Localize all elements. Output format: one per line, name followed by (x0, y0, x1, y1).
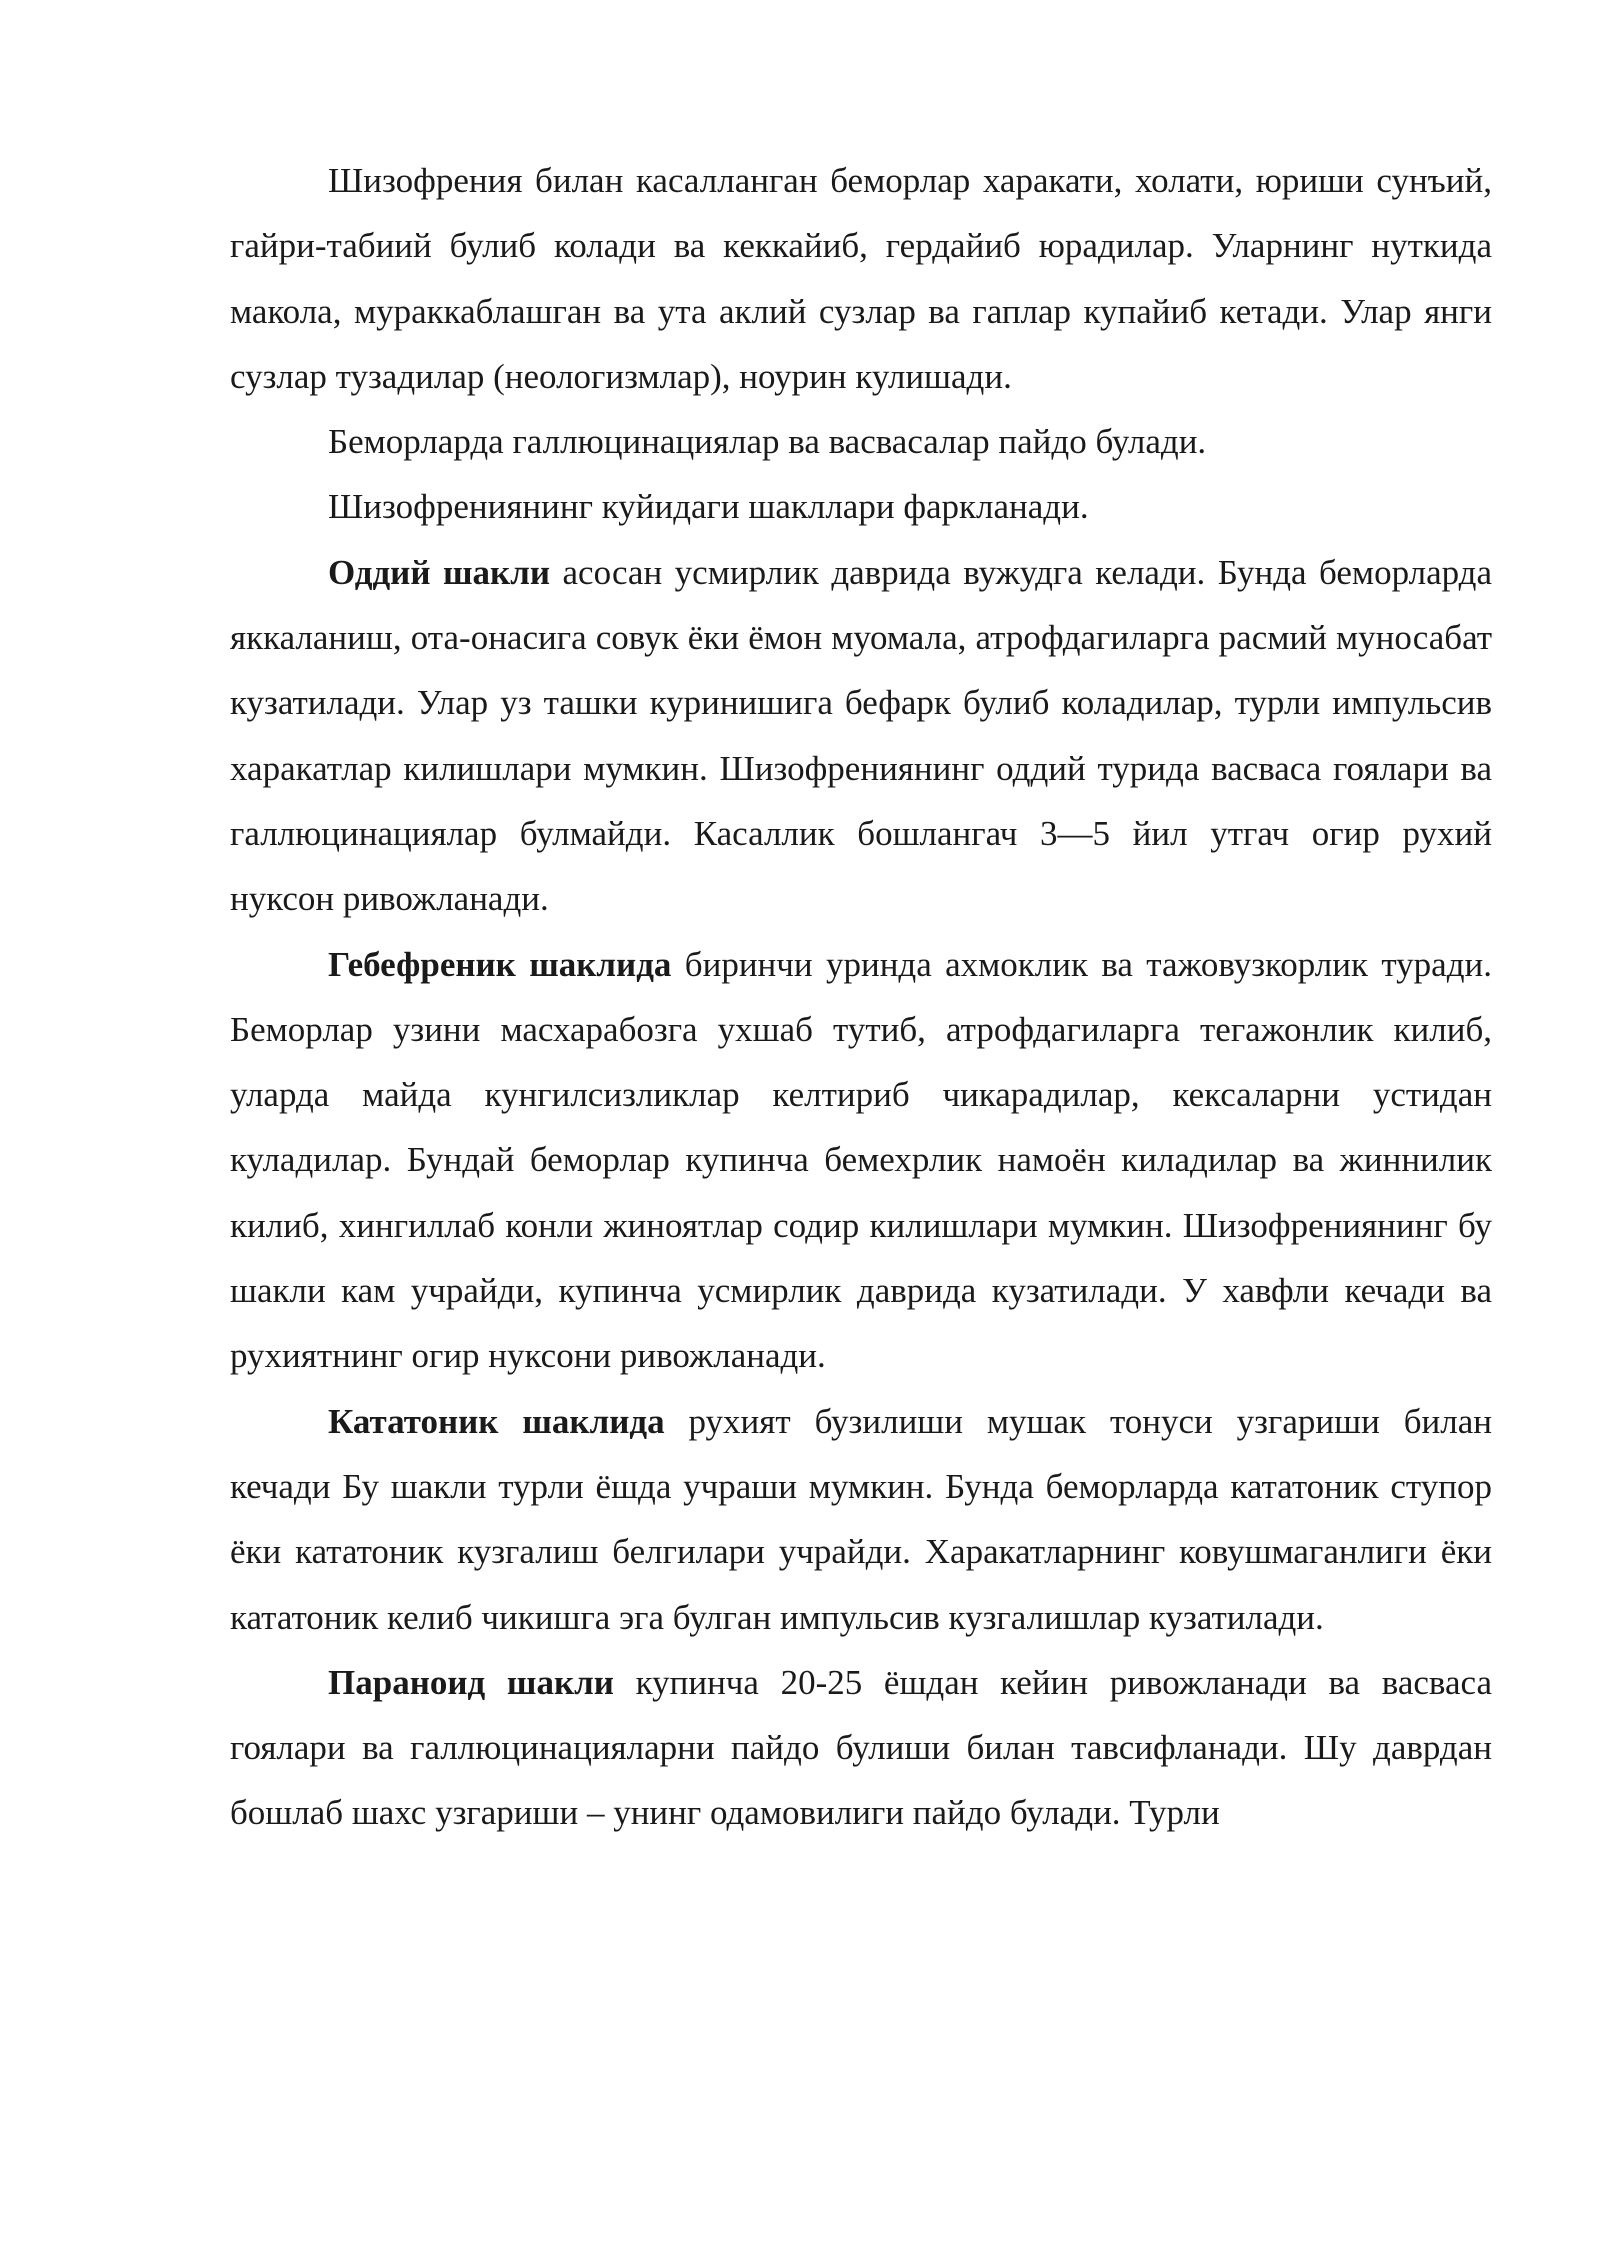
paranoid-form-heading: Параноид шакли (328, 1662, 614, 1702)
hebephrenic-form-text: биринчи уринда ахмоклик ва тажовузкорлик туради. Беморлар узини масхарабозга ухшаб тутиб, атрофдагиларга тегажонлик килиб, уларда майда кунгилсизликлар келтириб чикарадилар, кексаларни устидан куладилар. Бундай беморлар купинча бемехрлик намоён киладилар ва жиннилик килиб, хингиллаб конли жиноятлар содир килишлари мумкин. Шизофрениянинг бу шакли кам учрайди, купинча усмирлик даврида кузатилади. У хавфли кечади ва рухиятнинг огир нуксони ривожланади. (230, 944, 1493, 1376)
paragraph-catatonic-form (230, 1389, 1492, 1650)
simple-form-heading: Оддий шакли (328, 552, 551, 592)
paragraph-hallucinations-text: Беморларда галлюцинациялар ва васвасалар пайдо булади. (328, 422, 1207, 462)
paragraph-simple-form (230, 540, 1492, 932)
catatonic-form-text: рухият бузилиши мушак тонуси узгариши билан кечади Бу шакли турли ёшда учраши мумкин. Бунда беморларда кататоник ступор ёки кататоник кузгалиш белгилари учрайди. Харакатларнинг ковушмаганлиги ёки кататоник келиб чикишга эга булган импульсив кузгалишлар кузатилади. (230, 1401, 1492, 1637)
paragraph-intro-text: Шизофрения билан касалланган беморлар харакати, холати, юриши сунъий, гайри-табиий булиб колади ва кеккайиб, гердайиб юрадилар. Уларнинг нуткида макола, мураккаблашган ва ута аклий сузлар ва гаплар купайиб кетади. Улар янги сузлар тузадилар (неологизмлар), ноурин кулишади. (230, 161, 1492, 396)
catatonic-form-heading: Кататоник шаклида (328, 1401, 665, 1441)
simple-form-text: асосан усмирлик даврида вужудга келади. Бунда беморларда яккаланиш, ота-онасига совук ёки ёмон муомала, атрофдагиларга расмий муносабат кузатилади. Улар уз ташки куринишига бефарк булиб коладилар, турли импульсив харакатлар килишлари мумкин. Шизофрениянинг оддий турида васваса гоялари ва галлюцинациялар булмайди. Касаллик бошлангач 3—5 йил утгач огир рухий нуксон ривожланади. (230, 552, 1492, 919)
paragraph-forms-intro-text: Шизофрениянинг куйидаги шакллари фаркланади. (328, 487, 1089, 527)
paragraph-paranoid-form (230, 1650, 1492, 1846)
hebephrenic-form-heading: Гебефреник шаклида (328, 944, 672, 984)
paragraph-intro (230, 148, 1492, 409)
paranoid-form-text: купинча 20-25 ёшдан кейин ривожланади ва васваса гоялари ва галлюцинацияларни пайдо булиши билан тавсифланади. Шу даврдан бошлаб шахс узгариши – унинг одамовилиги пайдо булади. Турли (230, 1662, 1492, 1833)
document-page (230, 148, 1492, 1846)
paragraph-hallucinations (230, 409, 1492, 474)
paragraph-forms-intro (230, 474, 1492, 539)
paragraph-hebephrenic-form (230, 932, 1492, 1389)
